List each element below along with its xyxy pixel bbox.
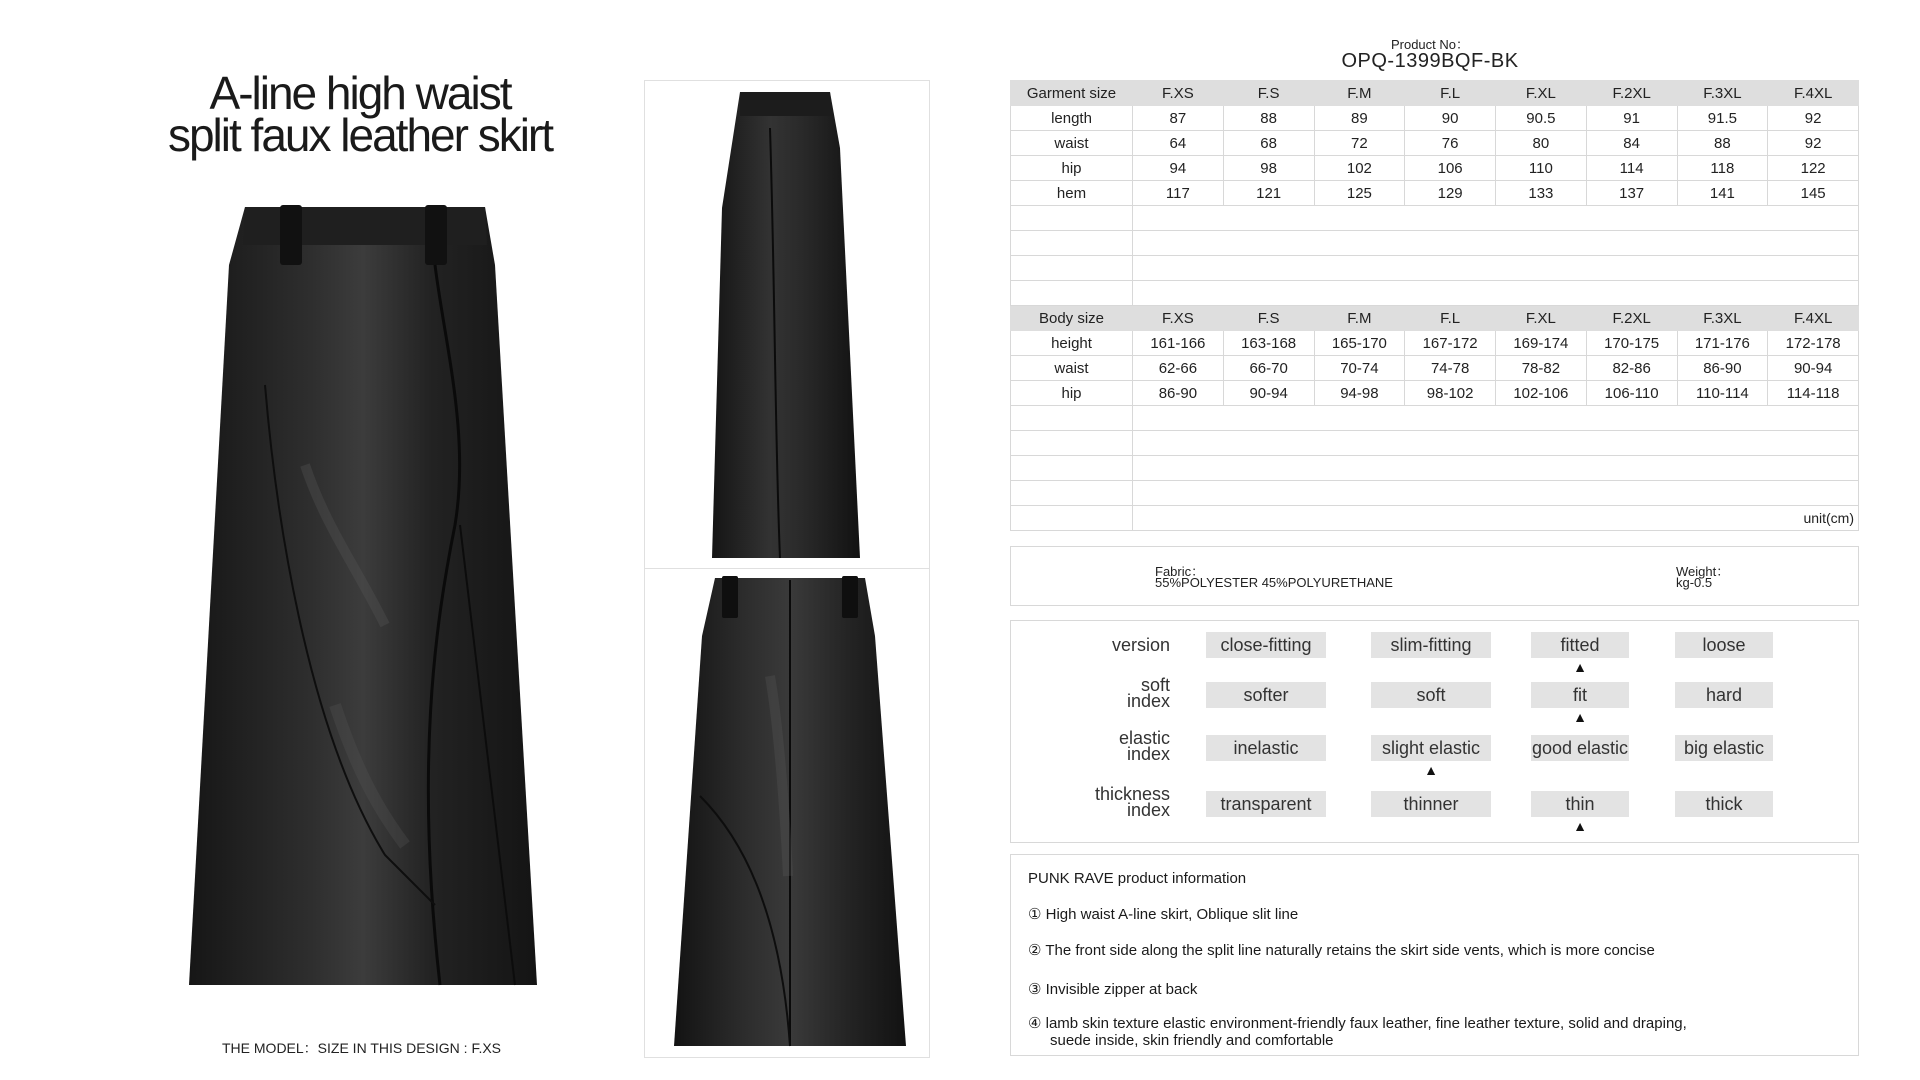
garment-header-row: [1011, 81, 1859, 106]
body-row-waist: [1011, 356, 1859, 381]
property-option: soft: [1371, 682, 1491, 708]
garment-size-header: F.S: [1223, 81, 1314, 106]
garment-cell: 76: [1405, 131, 1496, 156]
garment-cell: 72: [1314, 131, 1405, 156]
garment-cell: 84: [1586, 131, 1677, 156]
body-cell: 167-172: [1405, 331, 1496, 356]
info-item: ① High waist A-line skirt, Oblique slit line: [1028, 906, 1299, 923]
info-item: ② The front side along the split line naturally retains the skirt side vents, which is more concise: [1028, 942, 1655, 959]
garment-cell: 114: [1586, 156, 1677, 181]
garment-cell: 68: [1223, 131, 1314, 156]
body-size-header: F.3XL: [1677, 306, 1768, 331]
body-empty-label: [1011, 481, 1133, 506]
body-row-label: height: [1011, 331, 1133, 356]
body-cell: 66-70: [1223, 356, 1314, 381]
property-option: thin: [1531, 791, 1629, 817]
property-option: thick: [1675, 791, 1773, 817]
body-cell: 110-114: [1677, 381, 1768, 406]
body-cell: 70-74: [1314, 356, 1405, 381]
property-option: fit: [1531, 682, 1629, 708]
property-option: slight elastic: [1371, 735, 1491, 761]
body-cell: 86-90: [1133, 381, 1224, 406]
garment-size-header: F.3XL: [1677, 81, 1768, 106]
garment-row-hip: [1011, 156, 1859, 181]
garment-size-header: F.2XL: [1586, 81, 1677, 106]
body-empty-row: [1011, 431, 1859, 456]
model-size-note: THE MODEL：SIZE IN THIS DESIGN : F.XS: [222, 1040, 502, 1056]
body-empty-cell: [1133, 481, 1859, 506]
body-empty-label: [1011, 506, 1133, 531]
garment-header-label: Garment size: [1011, 81, 1133, 106]
body-size-header: F.S: [1223, 306, 1314, 331]
garment-cell: 110: [1496, 156, 1587, 181]
body-empty-row: [1011, 456, 1859, 481]
garment-empty-label: [1011, 206, 1133, 231]
product-number-label: Product No：: [1390, 37, 1470, 52]
skirt-side-photo: [700, 88, 880, 564]
property-label-line: elastic: [1118, 728, 1170, 748]
garment-row-length: [1011, 106, 1859, 131]
property-label-line: index: [1126, 800, 1170, 820]
garment-size-header: F.XS: [1133, 81, 1224, 106]
garment-cell: 90: [1405, 106, 1496, 131]
garment-size-header: F.XL: [1496, 81, 1587, 106]
garment-row-hem: [1011, 181, 1859, 206]
property-option: softer: [1206, 682, 1326, 708]
selected-marker-icon: ▲: [1573, 659, 1587, 675]
garment-cell: 125: [1314, 181, 1405, 206]
garment-empty-cell: [1133, 281, 1859, 306]
garment-cell: 91: [1586, 106, 1677, 131]
garment-empty-row: [1011, 256, 1859, 281]
size-table: [1010, 80, 1859, 531]
garment-empty-row: [1011, 231, 1859, 256]
photo-divider: [644, 568, 930, 569]
garment-cell: 88: [1677, 131, 1768, 156]
product-title-line-1: A-line high waist: [209, 67, 511, 119]
garment-row-waist: [1011, 131, 1859, 156]
garment-cell: 92: [1768, 131, 1859, 156]
skirt-back-photo: [670, 576, 910, 1052]
garment-cell: 121: [1223, 181, 1314, 206]
body-cell: 171-176: [1677, 331, 1768, 356]
product-number: OPQ-1399BQF-BK: [1341, 50, 1519, 72]
body-cell: 98-102: [1405, 381, 1496, 406]
body-size-header: F.M: [1314, 306, 1405, 331]
property-option: inelastic: [1206, 735, 1326, 761]
property-label: [1020, 730, 1170, 762]
product-title: [120, 67, 600, 161]
body-cell: 169-174: [1496, 331, 1587, 356]
garment-cell: 145: [1768, 181, 1859, 206]
body-cell: 163-168: [1223, 331, 1314, 356]
garment-cell: 90.5: [1496, 106, 1587, 131]
weight-label: Weight：: [1676, 564, 1730, 579]
garment-empty-row: [1011, 281, 1859, 306]
garment-cell: 87: [1133, 106, 1224, 131]
garment-cell: 118: [1677, 156, 1768, 181]
body-cell: 90-94: [1223, 381, 1314, 406]
garment-cell: 91.5: [1677, 106, 1768, 131]
selected-marker-icon: ▲: [1573, 818, 1587, 834]
garment-empty-label: [1011, 281, 1133, 306]
info-heading: PUNK RAVE product information: [1028, 870, 1247, 887]
body-empty-cell: unit(cm): [1133, 506, 1859, 531]
garment-cell: 141: [1677, 181, 1768, 206]
fabric-value: 55%POLYESTER 45%POLYURETHANE: [1155, 575, 1393, 590]
garment-empty-cell: [1133, 231, 1859, 256]
body-cell: 161-166: [1133, 331, 1224, 356]
property-option: transparent: [1206, 791, 1326, 817]
body-header-label: Body size: [1011, 306, 1133, 331]
garment-cell: 122: [1768, 156, 1859, 181]
garment-row-label: hem: [1011, 181, 1133, 206]
weight-value: kg-0.5: [1676, 575, 1713, 590]
garment-cell: 92: [1768, 106, 1859, 131]
body-empty-label: [1011, 431, 1133, 456]
body-cell: 74-78: [1405, 356, 1496, 381]
property-option: loose: [1675, 632, 1773, 658]
garment-empty-cell: [1133, 256, 1859, 281]
body-cell: 86-90: [1677, 356, 1768, 381]
property-label: [1020, 786, 1170, 818]
property-label-line: index: [1126, 691, 1170, 711]
info-item: suede inside, skin friendly and comfortable: [1050, 1032, 1334, 1049]
garment-size-header: F.L: [1405, 81, 1496, 106]
garment-cell: 102: [1314, 156, 1405, 181]
body-empty-cell: [1133, 456, 1859, 481]
garment-cell: 133: [1496, 181, 1587, 206]
skirt-front-photo: [185, 205, 545, 995]
property-label: [1020, 677, 1170, 709]
body-size-header: F.L: [1405, 306, 1496, 331]
property-option: slim-fitting: [1371, 632, 1491, 658]
body-row-label: waist: [1011, 356, 1133, 381]
property-label-line: thickness: [1094, 784, 1170, 804]
fabric-label: Fabric：: [1155, 564, 1205, 579]
body-cell: 172-178: [1768, 331, 1859, 356]
body-empty-row: [1011, 506, 1859, 531]
body-size-header: F.XS: [1133, 306, 1224, 331]
property-option: big elastic: [1675, 735, 1773, 761]
selected-marker-icon: ▲: [1424, 762, 1438, 778]
property-option: good elastic: [1531, 735, 1629, 761]
body-row-hip: [1011, 381, 1859, 406]
garment-row-label: hip: [1011, 156, 1133, 181]
garment-empty-label: [1011, 231, 1133, 256]
body-empty-label: [1011, 406, 1133, 431]
garment-empty-cell: [1133, 206, 1859, 231]
body-cell: 170-175: [1586, 331, 1677, 356]
body-cell: 82-86: [1586, 356, 1677, 381]
property-label-line: version: [1111, 635, 1170, 655]
body-cell: 114-118: [1768, 381, 1859, 406]
property-option: thinner: [1371, 791, 1491, 817]
body-row-label: hip: [1011, 381, 1133, 406]
garment-cell: 89: [1314, 106, 1405, 131]
body-empty-label: [1011, 456, 1133, 481]
garment-empty-row: [1011, 206, 1859, 231]
body-cell: 78-82: [1496, 356, 1587, 381]
garment-row-label: length: [1011, 106, 1133, 131]
body-size-header: F.2XL: [1586, 306, 1677, 331]
garment-empty-label: [1011, 256, 1133, 281]
body-cell: 90-94: [1768, 356, 1859, 381]
property-option: hard: [1675, 682, 1773, 708]
body-size-header: F.XL: [1496, 306, 1587, 331]
info-item: ④ lamb skin texture elastic environment-friendly faux leather, fine leather texture, solid and draping,: [1028, 1015, 1687, 1032]
selected-marker-icon: ▲: [1573, 709, 1587, 725]
garment-cell: 117: [1133, 181, 1224, 206]
garment-cell: 98: [1223, 156, 1314, 181]
garment-cell: 137: [1586, 181, 1677, 206]
garment-cell: 94: [1133, 156, 1224, 181]
fabric-box: [1010, 546, 1859, 606]
body-cell: 165-170: [1314, 331, 1405, 356]
property-option: close-fitting: [1206, 632, 1326, 658]
body-cell: 94-98: [1314, 381, 1405, 406]
body-empty-cell: [1133, 406, 1859, 431]
property-option: fitted: [1531, 632, 1629, 658]
body-cell: 106-110: [1586, 381, 1677, 406]
body-empty-row: [1011, 406, 1859, 431]
garment-size-header: F.M: [1314, 81, 1405, 106]
product-title-line-2: split faux leather skirt: [167, 109, 553, 161]
info-item: ③ Invisible zipper at back: [1028, 981, 1198, 998]
body-size-header: F.4XL: [1768, 306, 1859, 331]
body-empty-row: [1011, 481, 1859, 506]
body-row-height: [1011, 331, 1859, 356]
garment-cell: 64: [1133, 131, 1224, 156]
garment-cell: 88: [1223, 106, 1314, 131]
property-label-line: soft: [1140, 675, 1170, 695]
property-label-line: index: [1126, 744, 1170, 764]
body-cell: 62-66: [1133, 356, 1224, 381]
property-label: [1020, 637, 1170, 653]
garment-size-header: F.4XL: [1768, 81, 1859, 106]
body-cell: 102-106: [1496, 381, 1587, 406]
garment-cell: 106: [1405, 156, 1496, 181]
garment-cell: 129: [1405, 181, 1496, 206]
body-header-row: [1011, 306, 1859, 331]
garment-row-label: waist: [1011, 131, 1133, 156]
body-empty-cell: [1133, 431, 1859, 456]
garment-cell: 80: [1496, 131, 1587, 156]
